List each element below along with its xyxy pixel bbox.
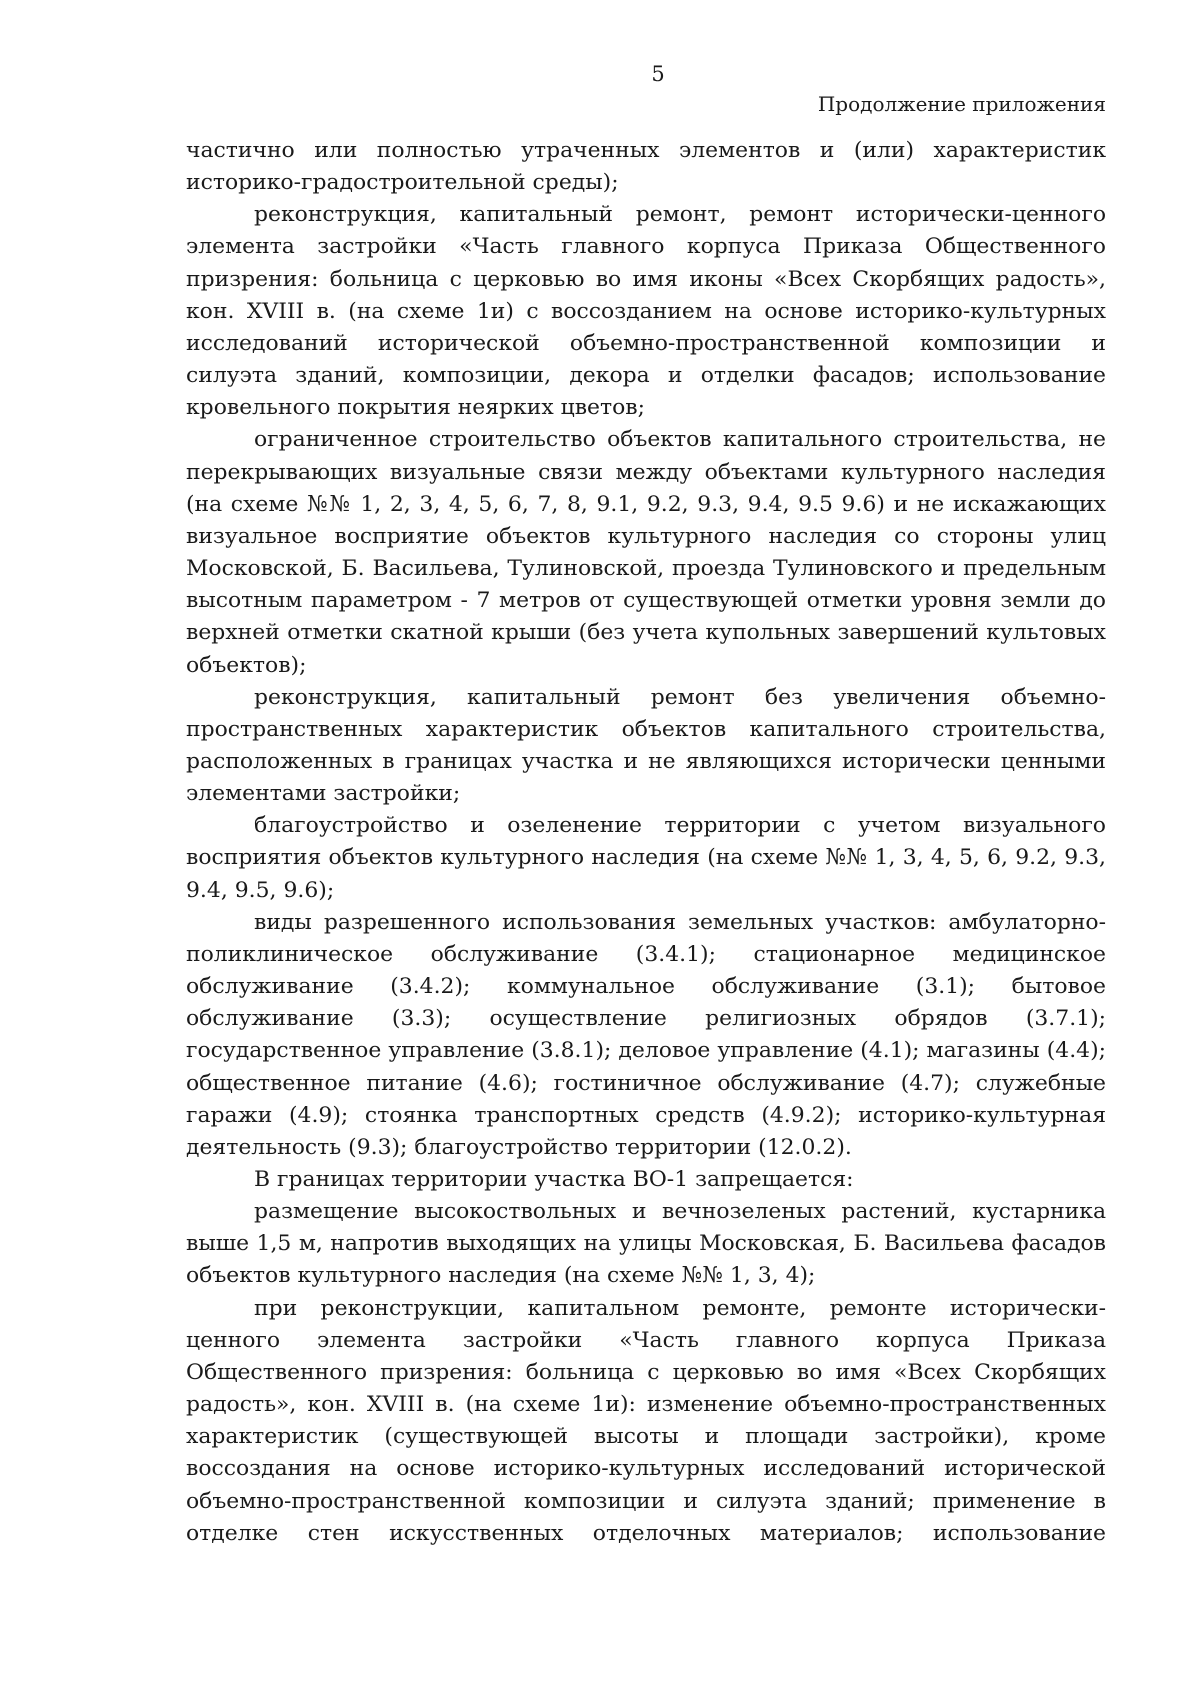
paragraph: виды разрешенного использования земельных участков: амбулаторно-поликлиническое обслуживание (3.4.1); стационарное медицинское обслуживание (3.4.2); коммунальное обслуживание (3.1); бытовое обслуживание (3.3); осуществление религиозных обрядов (3.7.1); государственное управление (3.8.1); деловое управление (4.1); магазины (4.4); общественное питание (4.6); гостиничное обслуживание (4.7); служебные гаражи (4.9); стоянка транспортных средств (4.9.2); историко-культурная деятельность (9.3); благоустройство территории (12.0.2). — [186, 909, 1106, 1160]
paragraph: при реконструкции, капитальном ремонте, ремонте исторически-ценного элемента застройки «Часть главного корпуса Приказа Общественного призрения: больница с церковью во имя «Всех Скорбящих радость», кон. XVIII в. (на схеме 1и): изменение объемно-пространственных характеристик (существующей высоты и площади застройки), кроме воссоздания на основе историко-культурных исследований исторической объемно-пространственной композиции и силуэта зданий; применение в отделке стен искусственных отделочных материалов; использование — [186, 1295, 1106, 1546]
paragraph: частично или полностью утраченных элементов и (или) характеристик историко-градостроительной среды); — [186, 138, 1106, 196]
document-body — [186, 135, 1106, 1550]
running-header: Продолжение приложения — [817, 92, 1106, 116]
paragraph: В границах территории участка ВО-1 запрещается: — [254, 1167, 854, 1192]
paragraph: ограниченное строительство объектов капитального строительства, не перекрывающих визуальные связи между объектами культурного наследия (на схеме №№ 1, 2, 3, 4, 5, 6, 7, 8, 9.1, 9.2, 9.3, 9.4, 9.5 9.6) и не искажающих визуальное восприятие объектов культурного наследия со стороны улиц Московской, Б. Васильева, Тулиновской, проезда Тулиновского и предельным высотным параметром - 7 метров от существующей отметки уровня земли до верхней отметки скатной крыши (без учета купольных завершений культовых объектов); — [186, 427, 1106, 678]
paragraph: размещение высокоствольных и вечнозеленых растений, кустарника выше 1,5 м, напротив выходящих на улицы Московская, Б. Васильева фасадов объектов культурного наследия (на схеме №№ 1, 3, 4); — [186, 1199, 1106, 1289]
paragraph: реконструкция, капитальный ремонт, ремонт исторически-ценного элемента застройки «Часть главного корпуса Приказа Общественного призрения: больница с церковью во имя иконы «Всех Скорбящих радость», кон. XVIII в. (на схеме 1и) с воссозданием на основе историко-культурных исследований исторической объемно-пространственной композиции и силуэта зданий, композиции, декора и отделки фасадов; использование кровельного покрытия неярких цветов; — [186, 202, 1106, 421]
page-number: 5 — [651, 62, 665, 86]
paragraph: реконструкция, капитальный ремонт без увеличения объемно-пространственных характеристик объектов капитального строительства, расположенных в границах участка и не являющихся исторически ценными элементами застройки; — [186, 684, 1106, 807]
paragraph: благоустройство и озеленение территории с учетом визуального восприятия объектов культурного наследия (на схеме №№ 1, 3, 4, 5, 6, 9.2, 9.3, 9.4, 9.5, 9.6); — [186, 813, 1106, 903]
